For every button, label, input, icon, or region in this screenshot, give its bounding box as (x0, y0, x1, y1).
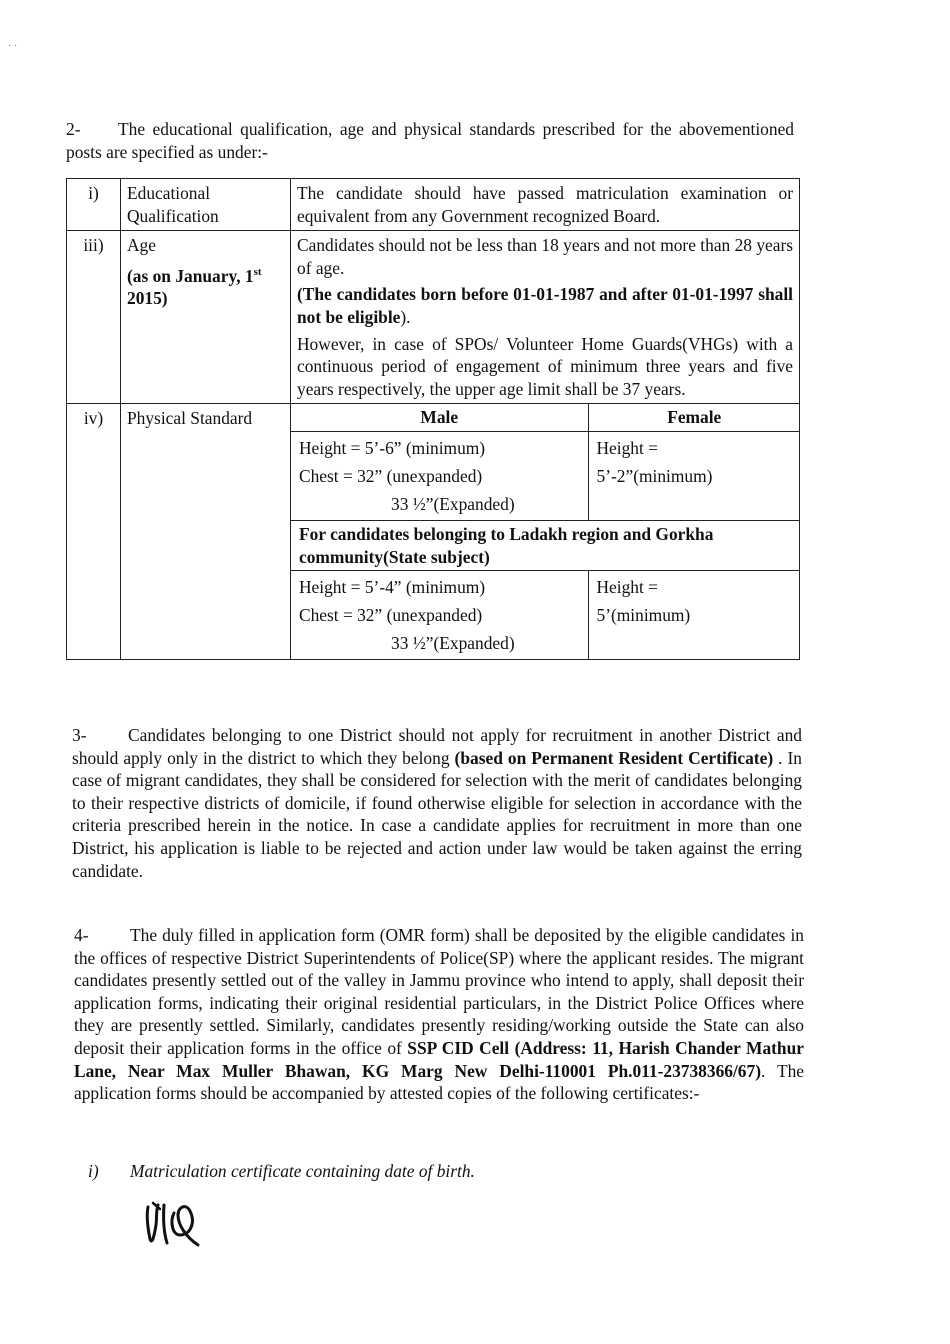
paragraph-2-text: The educational qualification, age and physical standards prescribed for the abovementioned posts are specified as under:- (66, 119, 794, 162)
table-row-education (67, 179, 800, 231)
row-label: Age (127, 235, 156, 256)
physical-standard-cell (291, 404, 800, 660)
list-item-number: i) (88, 1161, 99, 1181)
row-label: Physical Standard (121, 404, 291, 660)
female-height: Height = (596, 577, 658, 598)
male-chest: Chest = 32” (unexpanded) (299, 605, 483, 626)
male-height: Height = 5’-4” (minimum) (299, 577, 486, 598)
female-ladakh-cell (588, 571, 800, 660)
certificate-list-item (88, 1160, 788, 1183)
paragraph-2 (66, 118, 794, 163)
education-requirement: The candidate should have passed matriculation examination or equivalent from any Government recognized Board. (291, 179, 800, 231)
standards-table (66, 178, 800, 660)
paragraph-3-number: 3- (72, 725, 87, 745)
age-relaxation-text: However, in case of SPOs/ Volunteer Home Guards(VHGs) with a continuous period of engagement of minimum three years and five years respectively, the upper age limit shall be 37 years. (297, 333, 793, 399)
row-number: i) (67, 179, 121, 231)
male-general-cell (291, 431, 588, 520)
row-label: Educational Qualification (121, 179, 291, 231)
male-chest-expanded: 33 ½”(Expanded) (391, 493, 515, 514)
ssp-cid-address: SSP CID Cell (Address: 11, Harish Chander Mathur Lane, Near Max Muller Bhawan, KG Marg New Delhi-110001 Ph.011-23738366/67) (74, 1037, 804, 1081)
table-row-age (67, 231, 800, 404)
female-header: Female (588, 404, 800, 431)
age-birth-date-rule: (The candidates born before 01-01-1987 and after 01-01-1997 shall not be eligible). (297, 284, 793, 327)
age-requirement-cell (291, 231, 800, 404)
female-height-min: 5’(minimum) (596, 605, 691, 626)
male-ladakh-cell (291, 571, 588, 660)
scan-speck: · · (8, 41, 18, 52)
paragraph-3: 3- Candidates belonging to one District should not apply for recruitment in another District and should apply only in the district to which they belong (based on Permanent Resident Certificate) . In case of migrant candidates, they shall be considered for selection with the merit of candidates belonging to their respective districts of domicile, if found otherwise eligible for selection in accordance with the criteria prescribed herein in the notice. In case a candidate applies for recruitment in more than one District, his application is liable to be rejected and action under law would be taken against the erring candidate. (72, 725, 802, 881)
age-label-cell (121, 231, 291, 404)
general-standard-row (291, 431, 800, 520)
row-number: iv) (67, 404, 121, 660)
permanent-resident-note: (based on Permanent Resident Certificate) (454, 747, 774, 768)
table-row-physical (67, 404, 800, 660)
male-chest-expanded: 33 ½”(Expanded) (391, 633, 515, 654)
row-number: iii) (67, 231, 121, 404)
age-reference-date: (as on January, 1st 2015) (127, 265, 262, 309)
ladakh-standard-row (291, 571, 800, 660)
ladakh-header: For candidates belonging to Ladakh region and Gorkha community(State subject) (291, 520, 800, 570)
female-height: Height = (596, 437, 658, 458)
male-chest: Chest = 32” (unexpanded) (299, 465, 483, 486)
list-item-text: Matriculation certificate containing date of birth. (130, 1161, 475, 1181)
female-general-cell (588, 431, 800, 520)
gender-header-row (291, 404, 800, 431)
male-height: Height = 5’-6” (minimum) (299, 437, 486, 458)
paragraph-4: 4- The duly filled in application form (OMR form) shall be deposited by the eligible candidates in the offices of respective District Superintendents of Police(SP) where the applicant resides. The migrant candidates presently settled out of the valley in Jammu province who intend to apply, shall deposit their application forms, indicating their original residential particulars, in the District Police Offices where they are presently settled. Similarly, candidates presently residing/working outside the State can also deposit their application forms in the office of SSP CID Cell (Address: 11, Harish Chander Mathur Lane, Near Max Muller Bhawan, KG Marg New Delhi-110001 Ph.011-23738366/67). The application forms should be accompanied by attested copies of the following certificates:- (74, 925, 804, 1104)
age-limit-text: Candidates should not be less than 18 years and not more than 28 years of age. (297, 235, 794, 278)
male-header: Male (291, 404, 588, 431)
handwritten-initials (140, 1195, 210, 1255)
female-height-min: 5’-2”(minimum) (596, 465, 713, 486)
paragraph-2-number: 2- (66, 119, 81, 139)
paragraph-4-number: 4- (74, 925, 89, 945)
ladakh-header-row (291, 520, 800, 570)
physical-standard-table (291, 404, 800, 659)
